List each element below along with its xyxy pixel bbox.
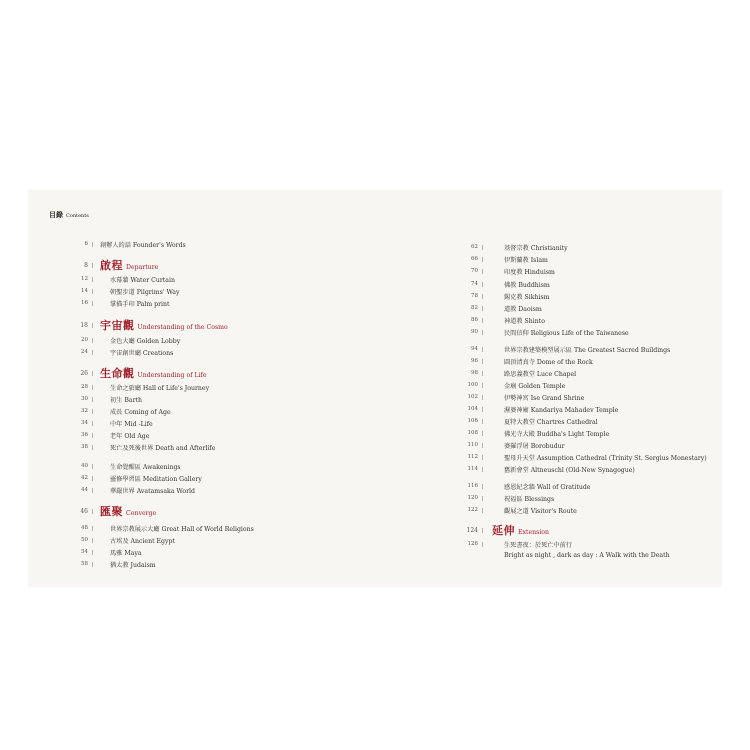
- toc-entry-title: [504, 429, 609, 438]
- toc-section-title: [100, 317, 228, 333]
- toc-page-number: 44: [28, 487, 88, 493]
- toc-title-chinese: 圓頂清真寺: [504, 359, 535, 366]
- toc-title-chinese: 世界宗教展示大廳: [110, 526, 160, 533]
- toc-title-english: Converge: [126, 510, 157, 517]
- toc-title-chinese: 神道教: [504, 318, 523, 325]
- contents-page: [28, 190, 722, 587]
- toc-title-chinese: 伊勢神宮: [504, 395, 529, 402]
- toc-title-chinese: 聖母升天堂: [504, 455, 535, 462]
- toc-title-english: Water Curtain: [130, 277, 175, 284]
- toc-entry-title: [110, 443, 215, 452]
- toc-page-number: 82: [428, 305, 478, 311]
- toc-title-english: Understanding of Life: [137, 372, 207, 379]
- toc-title-english: Judaism: [130, 562, 156, 569]
- toc-title-english: Hall of Life's Journey: [142, 385, 210, 392]
- toc-entry-title: [504, 453, 707, 462]
- toc-title-chinese: 死亡及死後世界: [110, 445, 154, 452]
- toc-entry-title: [504, 369, 576, 378]
- toc-title-english: Departure: [126, 264, 159, 271]
- toc-title-english: Coming of Age: [124, 409, 171, 416]
- toc-entry-title: [504, 357, 593, 366]
- toc-entry-title: [110, 431, 149, 440]
- toc-page-number: 48: [28, 525, 88, 531]
- toc-page-number: 14: [28, 288, 88, 294]
- toc-title-english: Meditation Gallery: [142, 476, 202, 483]
- toc-title-english: Golden Lobby: [136, 338, 181, 345]
- toc-title-english: Borobudur: [530, 443, 565, 450]
- toc-entry-title: [504, 540, 670, 559]
- toc-page-number: 34: [28, 420, 88, 426]
- toc-page-number: 70: [428, 268, 478, 274]
- toc-entry-title: [504, 345, 670, 354]
- toc-page-number: 32: [28, 408, 88, 414]
- toc-entry-title: [110, 336, 180, 345]
- toc-title-english: Death and Afterlife: [155, 445, 216, 452]
- toc-title-english: Pilgrims' Way: [136, 289, 180, 296]
- toc-entry-title: [110, 395, 142, 404]
- toc-entry-title: [504, 417, 598, 426]
- toc-page-number: 24: [28, 349, 88, 355]
- toc-section-title: [100, 365, 207, 381]
- toc-title-english: Altneuschl (Old-New Synagogue): [530, 467, 635, 474]
- toc-entry-title: [504, 267, 555, 276]
- toc-title-english: Blessings: [524, 496, 555, 503]
- toc-page-number: 66: [428, 256, 478, 262]
- toc-title-chinese: 宇宙觀: [100, 319, 135, 332]
- toc-title-chinese: 延伸: [492, 524, 515, 537]
- toc-title-chinese: 祝福區: [504, 496, 523, 503]
- toc-entry-title: [504, 494, 554, 503]
- toc-page-number: 100: [428, 382, 478, 388]
- toc-title-chinese: 印度教: [504, 269, 523, 276]
- toc-title-chinese: 啟程: [100, 259, 123, 272]
- toc-entry-title: [110, 548, 142, 557]
- toc-title-english: Shinto: [524, 318, 545, 325]
- toc-page-number: 98: [428, 370, 478, 376]
- toc-title-english: Christianity: [530, 245, 568, 252]
- toc-title-chinese: 感恩紀念牆: [504, 484, 535, 491]
- toc-title-zh: 目錄: [49, 210, 63, 219]
- toc-entry-title: [504, 243, 568, 252]
- toc-title-chinese: 基督宗教: [504, 245, 529, 252]
- toc-page-number: 102: [428, 394, 478, 400]
- toc-page-number: 74: [428, 281, 478, 287]
- toc-title-chinese: 道教: [504, 306, 517, 313]
- toc-page-number: 58: [28, 561, 88, 567]
- toc-entry-title: [504, 316, 545, 325]
- toc-entry-title: [504, 441, 565, 450]
- toc-section-title: [492, 522, 549, 538]
- toc-page-number: 62: [428, 244, 478, 250]
- toc-entry-title: [110, 560, 156, 569]
- toc-title-chinese: 民間信仰: [504, 330, 529, 337]
- toc-page-number: 20: [28, 337, 88, 343]
- toc-entry-title: [110, 275, 175, 284]
- toc-title-chinese: 掌描手印: [110, 301, 135, 308]
- toc-page-number: 26: [28, 370, 88, 377]
- toc-entry-title: [110, 299, 169, 308]
- toc-title-en: Contents: [66, 213, 89, 219]
- toc-title-chinese: 老年: [110, 433, 123, 440]
- toc-entry-title: [504, 506, 577, 515]
- toc-page-number: 96: [428, 358, 478, 364]
- toc-entry-title: [504, 381, 565, 390]
- toc-entry-title: [504, 280, 550, 289]
- toc-title-english: Buddha's Light Temple: [536, 431, 610, 438]
- toc-page-number: 8: [28, 262, 88, 269]
- toc-entry-title: [110, 407, 171, 416]
- toc-title-english: Palm print: [136, 301, 170, 308]
- toc-page-number: 42: [28, 475, 88, 481]
- toc-title-chinese: 水幕牆: [110, 277, 129, 284]
- toc-page-number: 110: [428, 442, 478, 448]
- toc-title-english: Golden Temple: [518, 383, 566, 390]
- toc-title-chinese: 古埃及: [110, 538, 129, 545]
- toc-title-chinese: 夏特大教堂: [504, 419, 535, 426]
- toc-page-number: 116: [428, 483, 478, 489]
- toc-page-number: 126: [428, 541, 478, 547]
- toc-title-english: Chartres Cathedral: [536, 419, 598, 426]
- toc-title-english: Hinduism: [524, 269, 555, 276]
- toc-page-number: 38: [28, 444, 88, 450]
- toc-section-title: [100, 503, 156, 519]
- toc-page-number: 50: [28, 537, 88, 543]
- toc-title-chinese: 濕婆神廟: [504, 407, 529, 414]
- toc-title-chinese: 舊新會堂: [504, 467, 529, 474]
- toc-title-english: Old Age: [124, 433, 150, 440]
- toc-entry-title: [110, 462, 181, 471]
- toc-title-chinese: 金廟: [504, 383, 517, 390]
- toc-title-english: Awakenings: [142, 464, 181, 471]
- toc-page-number: 90: [428, 329, 478, 335]
- toc-title-english: Kandariya Mahadev Temple: [530, 407, 619, 414]
- toc-title-chinese: 生命覺醒區: [110, 464, 141, 471]
- toc-title-chinese: 初生: [110, 397, 123, 404]
- toc-title-chinese: 創辦人的話: [100, 242, 131, 249]
- toc-entry-title: [110, 474, 202, 483]
- toc-title-chinese: 匯聚: [100, 505, 123, 518]
- toc-page-number: 30: [28, 396, 88, 402]
- toc-page-number: 28: [28, 384, 88, 390]
- toc-page-number: 40: [28, 463, 88, 469]
- toc-page-number: 122: [428, 507, 478, 513]
- toc-title-chinese: 馬雅: [110, 550, 123, 557]
- toc-page-number: 12: [28, 276, 88, 282]
- toc-title-english: Buddhism: [518, 282, 550, 289]
- toc-entry-title: [110, 524, 254, 533]
- toc-title-chinese: 觀展之道: [504, 508, 529, 515]
- toc-title-english: Bright as night , dark as day : A Walk with the Death: [504, 552, 670, 559]
- toc-title: [49, 210, 89, 220]
- toc-title-chinese: 生命觀: [100, 367, 135, 380]
- toc-entry-title: [504, 393, 584, 402]
- toc-page-number: 16: [28, 300, 88, 306]
- toc-title-english: Great Hall of World Religions: [161, 526, 254, 533]
- toc-page-number: 94: [428, 346, 478, 352]
- toc-page-number: 106: [428, 418, 478, 424]
- toc-title-chinese: 中年: [110, 421, 123, 428]
- toc-title-chinese: 伊斯蘭教: [504, 257, 529, 264]
- toc-title-chinese: 婆羅浮屠: [504, 443, 529, 450]
- toc-title-english: Ise Grand Shrine: [530, 395, 585, 402]
- toc-entry-title: [110, 287, 179, 296]
- toc-entry-title: [100, 240, 186, 249]
- toc-page-number: 120: [428, 495, 478, 501]
- toc-entry-title: [504, 405, 618, 414]
- toc-title-chinese: 成長: [110, 409, 123, 416]
- toc-title-english: Barth: [124, 397, 143, 404]
- toc-title-english: Ancient Egypt: [130, 538, 175, 545]
- toc-page-number: 6: [28, 241, 88, 247]
- toc-page-number: 86: [428, 317, 478, 323]
- toc-title-english: Visitor's Route: [530, 508, 577, 515]
- toc-title-chinese: 佛光寺大殿: [504, 431, 535, 438]
- toc-title-english: Sikhism: [524, 294, 550, 301]
- toc-title-chinese: 宇宙創世廳: [110, 350, 141, 357]
- toc-title-english: Mid -Life: [124, 421, 153, 428]
- toc-page-number: 54: [28, 549, 88, 555]
- toc-title-chinese: 靈修學習區: [110, 476, 141, 483]
- toc-page-number: 108: [428, 430, 478, 436]
- toc-page-number: 36: [28, 432, 88, 438]
- toc-title-english: Maya: [124, 550, 142, 557]
- toc-page-number: 112: [428, 454, 478, 460]
- toc-title-chinese: 華嚴世界: [110, 488, 135, 495]
- toc-title-chinese: 佛教: [504, 282, 517, 289]
- toc-entry-title: [110, 419, 153, 428]
- toc-entry-title: [504, 292, 550, 301]
- toc-title-english: Daoism: [518, 306, 542, 313]
- toc-title-english: Islam: [530, 257, 548, 264]
- toc-title-english: Religious Life of the Taiwanese: [530, 330, 629, 337]
- toc-title-english: Avatamsaka World: [136, 488, 195, 495]
- toc-entry-title: [110, 536, 175, 545]
- toc-title-chinese: 生命之旅廳: [110, 385, 141, 392]
- toc-entry-title: [110, 348, 173, 357]
- toc-title-english: Understanding of the Cosmo: [137, 324, 228, 331]
- toc-title-english: Founder's Words: [132, 242, 186, 249]
- toc-entry-title: [504, 328, 629, 337]
- toc-page-number: 78: [428, 293, 478, 299]
- toc-page-number: 18: [28, 322, 88, 329]
- toc-title-english: Extension: [518, 529, 550, 536]
- toc-title-chinese: 猶太教: [110, 562, 129, 569]
- toc-entry-title: [504, 465, 635, 474]
- toc-title-chinese: 生死書夜：於死亡中前行: [504, 542, 573, 549]
- toc-entry-title: [504, 304, 542, 313]
- toc-title-english: Wall of Gratitude: [536, 484, 591, 491]
- toc-title-chinese: 世界宗教建築模型展示區: [504, 347, 573, 354]
- toc-page-number: 124: [428, 527, 478, 534]
- toc-entry-title: [110, 486, 195, 495]
- toc-entry-title: [504, 482, 590, 491]
- toc-title-chinese: 錫克教: [504, 294, 523, 301]
- toc-page-number: 114: [428, 466, 478, 472]
- toc-entry-title: [110, 383, 209, 392]
- toc-title-chinese: 朝聖步道: [110, 289, 135, 296]
- toc-title-english: Assumption Cathedral (Trinity St. Sergius Monestary): [536, 455, 707, 462]
- toc-title-english: Luce Chapel: [536, 371, 577, 378]
- toc-page-number: 104: [428, 406, 478, 412]
- toc-section-title: [100, 257, 158, 273]
- toc-entry-title: [504, 255, 548, 264]
- toc-title-english: Creations: [142, 350, 174, 357]
- toc-page-number: 46: [28, 508, 88, 515]
- toc-title-chinese: 金色大廳: [110, 338, 135, 345]
- toc-title-english: Dome of the Rock: [536, 359, 593, 366]
- toc-title-chinese: 路思義教堂: [504, 371, 535, 378]
- toc-title-english: The Greatest Sacred Buildings: [574, 347, 671, 354]
